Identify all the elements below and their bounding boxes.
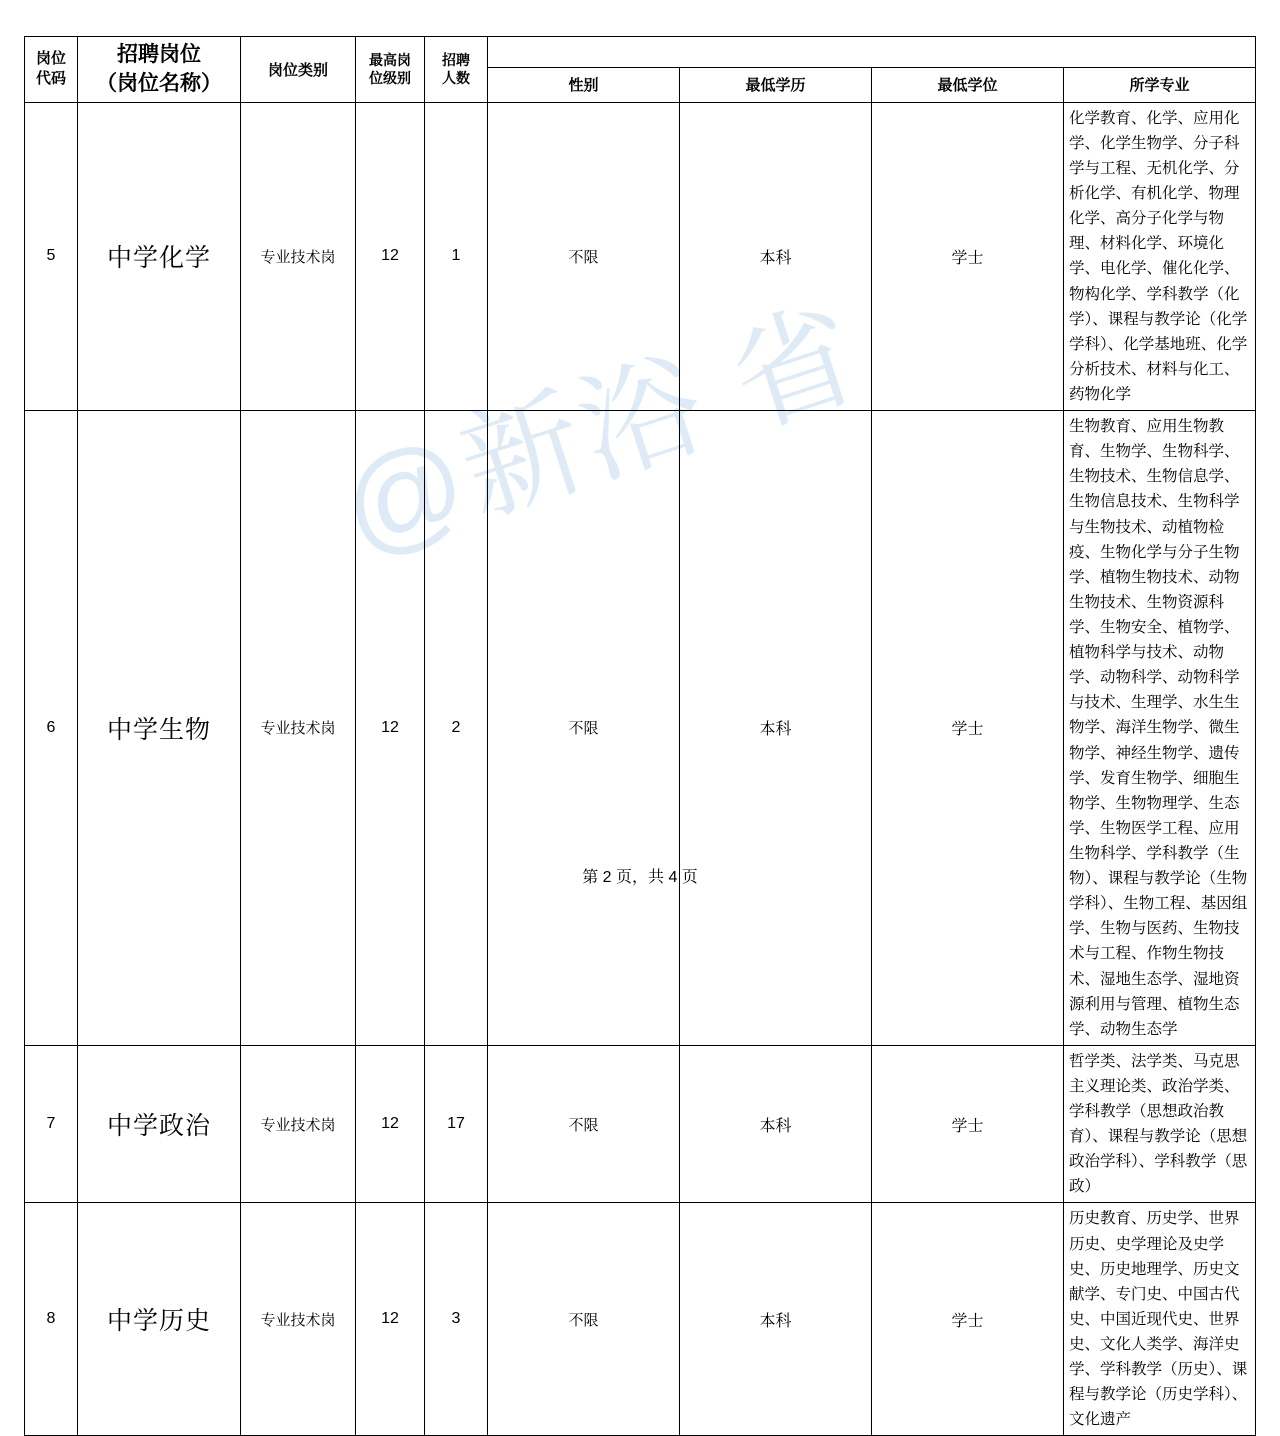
cell-job-post: 中学化学 bbox=[78, 102, 241, 410]
header-job-level-line2: 位级别 bbox=[369, 70, 411, 87]
cell-major: 生物教育、应用生物教育、生物学、生物科学、生物技术、生物信息学、生物信息技术、生物科学与生物技术、动植物检疫、生物化学与分子生物学、植物生物技术、动物生物技术、生物资源科学、生物安全、植物学、植物科学与技术、动物学、动物科学、动物科学与技术、生理学、水生生物学、海洋生物学、微生物学、神经生物学、遗传学、发育生物学、细胞生物学、生物物理学、生态学、生物医学工程、应用生物科学、学科教学（生物）、课程与教学论（生物学科）、生物工程、基因组学、生物与医药、生物技术与工程、作物生物技术、湿地生态学、湿地资源利用与管理、植物生态学、动物生态学 bbox=[1064, 411, 1256, 1046]
cell-job-category: 专业技术岗 bbox=[241, 102, 356, 410]
cell-job-category: 专业技术岗 bbox=[241, 1203, 356, 1436]
recruitment-table bbox=[24, 36, 1256, 1436]
header-job-code-line2: 代码 bbox=[35, 70, 66, 88]
cell-education: 本科 bbox=[680, 1203, 872, 1436]
cell-job-category: 专业技术岗 bbox=[241, 1045, 356, 1203]
cell-major: 历史教育、历史学、世界历史、史学理论及史学史、历史地理学、历史文献学、专门史、中国古代史、中国近现代史、世界史、文化人类学、海洋史学、学科教学（历史）、课程与教学论（历史学科）、文化遗产 bbox=[1064, 1203, 1256, 1436]
cell-degree: 学士 bbox=[872, 102, 1064, 410]
header-job-category: 岗位类别 bbox=[241, 37, 356, 103]
cell-job-post: 中学政治 bbox=[78, 1045, 241, 1203]
cell-degree: 学士 bbox=[872, 1045, 1064, 1203]
watermark: @新浴 省 bbox=[325, 285, 876, 578]
cell-sex: 不限 bbox=[488, 1045, 680, 1203]
header-job-number-line1: 招聘 bbox=[442, 51, 470, 68]
header-degree: 最低学位 bbox=[872, 68, 1064, 103]
table-row bbox=[25, 411, 1256, 1046]
header-job-number bbox=[425, 37, 488, 103]
header-education: 最低学历 bbox=[680, 68, 872, 103]
table-row bbox=[25, 1203, 1256, 1436]
header-job-post-line2: （岗位名称） bbox=[96, 72, 222, 96]
cell-major: 化学教育、化学、应用化学、化学生物学、分子科学与工程、无机化学、分析化学、有机化学、物理化学、高分子化学与物理、材料化学、环境化学、电化学、催化化学、物构化学、学科教学（化学）、课程与教学论（化学学科）、化学基地班、化学分析技术、材料与化工、药物化学 bbox=[1064, 102, 1256, 410]
cell-job-level: 12 bbox=[356, 102, 425, 410]
cell-job-code: 7 bbox=[25, 1045, 78, 1203]
header-sex: 性别 bbox=[488, 68, 680, 103]
header-job-post-line1: 招聘岗位 bbox=[117, 43, 201, 66]
cell-job-level: 12 bbox=[356, 1203, 425, 1436]
cell-job-code: 8 bbox=[25, 1203, 78, 1436]
cell-major: 哲学类、法学类、马克思主义理论类、政治学类、学科教学（思想政治教育）、课程与教学论（思想政治学科）、学科教学（思政） bbox=[1064, 1045, 1256, 1203]
header-job-level-line1: 最高岗 bbox=[369, 51, 411, 68]
cell-education: 本科 bbox=[680, 1045, 872, 1203]
header-job-code bbox=[25, 37, 78, 103]
cell-job-number: 3 bbox=[425, 1203, 488, 1436]
header-blank-spacer bbox=[488, 37, 1256, 68]
cell-job-code: 5 bbox=[25, 102, 78, 410]
cell-job-number: 1 bbox=[425, 102, 488, 410]
table-body bbox=[25, 102, 1256, 1436]
cell-job-level: 12 bbox=[356, 411, 425, 1046]
header-row bbox=[25, 37, 1256, 68]
header-job-post bbox=[78, 37, 241, 103]
page-footer: 第 2 页，共 4 页 bbox=[582, 869, 698, 886]
cell-degree: 学士 bbox=[872, 1203, 1064, 1436]
cell-education: 本科 bbox=[680, 411, 872, 1046]
cell-job-category: 专业技术岗 bbox=[241, 411, 356, 1046]
table-row bbox=[25, 102, 1256, 410]
document-page bbox=[0, 36, 1280, 1429]
header-job-code-line1: 岗位 bbox=[35, 50, 66, 68]
cell-job-post: 中学历史 bbox=[78, 1203, 241, 1436]
cell-job-post: 中学生物 bbox=[78, 411, 241, 1046]
cell-education: 本科 bbox=[680, 102, 872, 410]
table-header bbox=[25, 37, 1256, 103]
cell-degree: 学士 bbox=[872, 411, 1064, 1046]
cell-job-level: 12 bbox=[356, 1045, 425, 1203]
cell-sex: 不限 bbox=[488, 102, 680, 410]
table-row bbox=[25, 1045, 1256, 1203]
cell-sex: 不限 bbox=[488, 411, 680, 1046]
cell-sex: 不限 bbox=[488, 1203, 680, 1436]
cell-job-number: 17 bbox=[425, 1045, 488, 1203]
cell-job-number: 2 bbox=[425, 411, 488, 1046]
header-major: 所学专业 bbox=[1064, 68, 1256, 103]
header-job-level bbox=[356, 37, 425, 103]
cell-job-code: 6 bbox=[25, 411, 78, 1046]
header-job-number-line2: 人数 bbox=[442, 70, 470, 87]
